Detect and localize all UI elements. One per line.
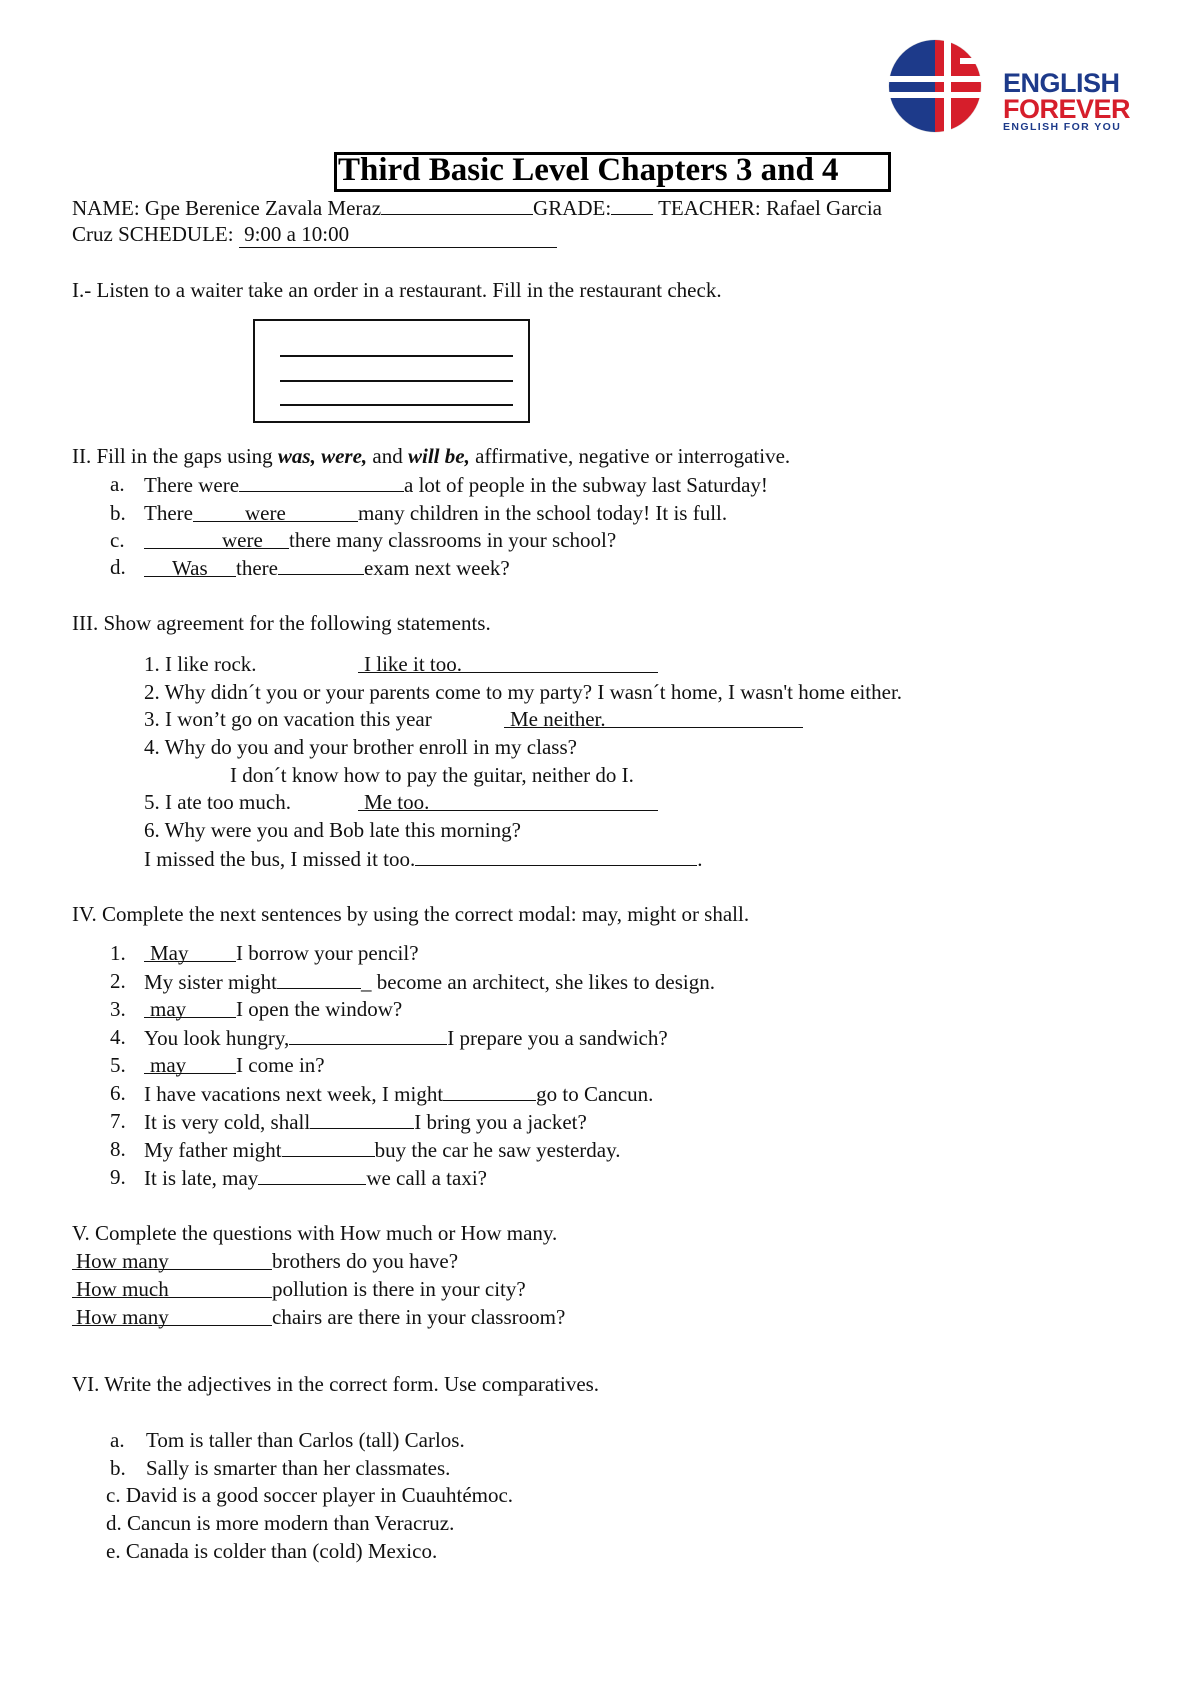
s3-line-6b: I missed the bus, I missed it too. .: [144, 847, 703, 871]
teacher-value-cont: Cruz: [72, 222, 113, 246]
item-marker: b.: [110, 501, 126, 525]
section-4-heading: IV. Complete the next sentences by using the correct modal: may, might or shall.: [72, 902, 750, 926]
section-1-heading: I.- Listen to a waiter take an order in a restaurant. Fill in the restaurant check.: [72, 278, 722, 302]
section-6-heading: VI. Write the adjectives in the correct form. Use comparatives.: [72, 1372, 600, 1396]
item-marker: a.: [110, 472, 125, 496]
teacher-value: Rafael Garcia: [766, 196, 883, 220]
s4-item-4: You look hungry, I prepare you a sandwich?: [144, 1026, 668, 1050]
item-marker: 1.: [110, 941, 126, 965]
schedule-value: 9:00 a 10:00: [244, 222, 350, 246]
s2-item-a: There were a lot of people in the subway last Saturday!: [144, 473, 768, 497]
page-title: Third Basic Level Chapters 3 and 4: [338, 152, 839, 188]
s3-line-4b: I don´t know how to pay the guitar, neither do I.: [230, 763, 634, 787]
s4-item-7: It is very cold, shall I bring you a jacket?: [144, 1110, 587, 1134]
check-line-2: [280, 380, 513, 382]
s6-item-e: e. Canada is colder than (cold) Mexico.: [106, 1539, 438, 1563]
item-marker: 2.: [110, 969, 126, 993]
item-marker: 5.: [110, 1053, 126, 1077]
s4-item-3: may I open the window?: [144, 996, 402, 1022]
answer-were: were: [193, 500, 358, 522]
s3-line-3: 3. I won’t go on vacation this year: [144, 707, 432, 731]
item-marker: b.: [110, 1456, 126, 1480]
section-3-heading: III. Show agreement for the following statements.: [72, 611, 491, 635]
s4-item-6: I have vacations next week, I might go to Cancun.: [144, 1082, 654, 1106]
section-2-heading: II. Fill in the gaps using was, were, and will be, affirmative, negative or interrogative.: [72, 444, 791, 468]
s3-answer-3: Me neither.: [504, 706, 803, 732]
item-marker: 7.: [110, 1109, 126, 1133]
header-line-1: [72, 194, 882, 221]
s4-item-1: May I borrow your pencil?: [144, 940, 419, 966]
s2-item-d: Was there exam next week?: [144, 554, 510, 581]
item-marker: a.: [110, 1428, 125, 1452]
s3-answer-5: Me too.: [358, 789, 658, 815]
s2-item-b: There were many children in the school today! It is full.: [144, 501, 728, 525]
s5-item-1: How many brothers do you have?: [72, 1248, 458, 1274]
item-marker: d.: [110, 555, 126, 579]
grade-blank: [611, 194, 653, 215]
s3-line-5: 5. I ate too much.: [144, 790, 291, 814]
answer-was: Was: [144, 555, 236, 577]
answer-were: were: [144, 527, 289, 549]
item-marker: 4.: [110, 1025, 126, 1049]
s5-item-2: How much pollution is there in your city?: [72, 1276, 526, 1302]
s3-line-6: 6. Why were you and Bob late this morning?: [144, 818, 521, 842]
item-marker: 3.: [110, 997, 126, 1021]
item-marker: 8.: [110, 1137, 126, 1161]
item-marker: c.: [110, 528, 125, 552]
schedule-label: SCHEDULE:: [118, 222, 234, 246]
s6-item-c: c. David is a good soccer player in Cuauhtémoc.: [106, 1483, 514, 1507]
s4-item-2: My sister might _ become an architect, she likes to design.: [144, 970, 715, 994]
s3-line-1: 1. I like rock.: [144, 652, 257, 676]
name-blank: [381, 194, 533, 215]
item-marker: 6.: [110, 1081, 126, 1105]
name-label: NAME:: [72, 196, 140, 220]
logo-text-english: ENGLISH: [1003, 68, 1120, 98]
header-line-2: [72, 221, 557, 248]
logo-text-forever: FOREVER: [1003, 94, 1131, 124]
logo-tagline: ENGLISH FOR YOU: [1003, 121, 1122, 133]
s4-item-8: My father might buy the car he saw yesterday.: [144, 1138, 621, 1162]
s2-item-c: were there many classrooms in your school?: [144, 527, 616, 553]
item-marker: 9.: [110, 1165, 126, 1189]
check-line-3: [280, 404, 513, 406]
s3-line-2: 2. Why didn´t you or your parents come to my party? I wasn´t home, I wasn't home either.: [144, 680, 903, 704]
section-5-heading: V. Complete the questions with How much or How many.: [72, 1221, 558, 1245]
s6-item-d: d. Cancun is more modern than Veracruz.: [106, 1511, 455, 1535]
grade-label: GRADE:: [533, 196, 612, 220]
s3-answer-1: I like it too.: [358, 651, 658, 677]
s6-item-b: Sally is smarter than her classmates.: [146, 1456, 451, 1480]
s6-item-a: Tom is taller than Carlos (tall) Carlos.: [146, 1428, 465, 1452]
teacher-label: TEACHER:: [658, 196, 761, 220]
name-value: Gpe Berenice Zavala Meraz: [144, 196, 382, 220]
s5-item-3: How many chairs are there in your classroom?: [72, 1304, 565, 1330]
s3-line-4: 4. Why do you and your brother enroll in my class?: [144, 735, 577, 759]
restaurant-check-box: [253, 319, 530, 423]
s4-item-5: may I come in?: [144, 1052, 325, 1078]
check-line-1: [280, 355, 513, 357]
s4-item-9: It is late, may we call a taxi?: [144, 1166, 487, 1190]
